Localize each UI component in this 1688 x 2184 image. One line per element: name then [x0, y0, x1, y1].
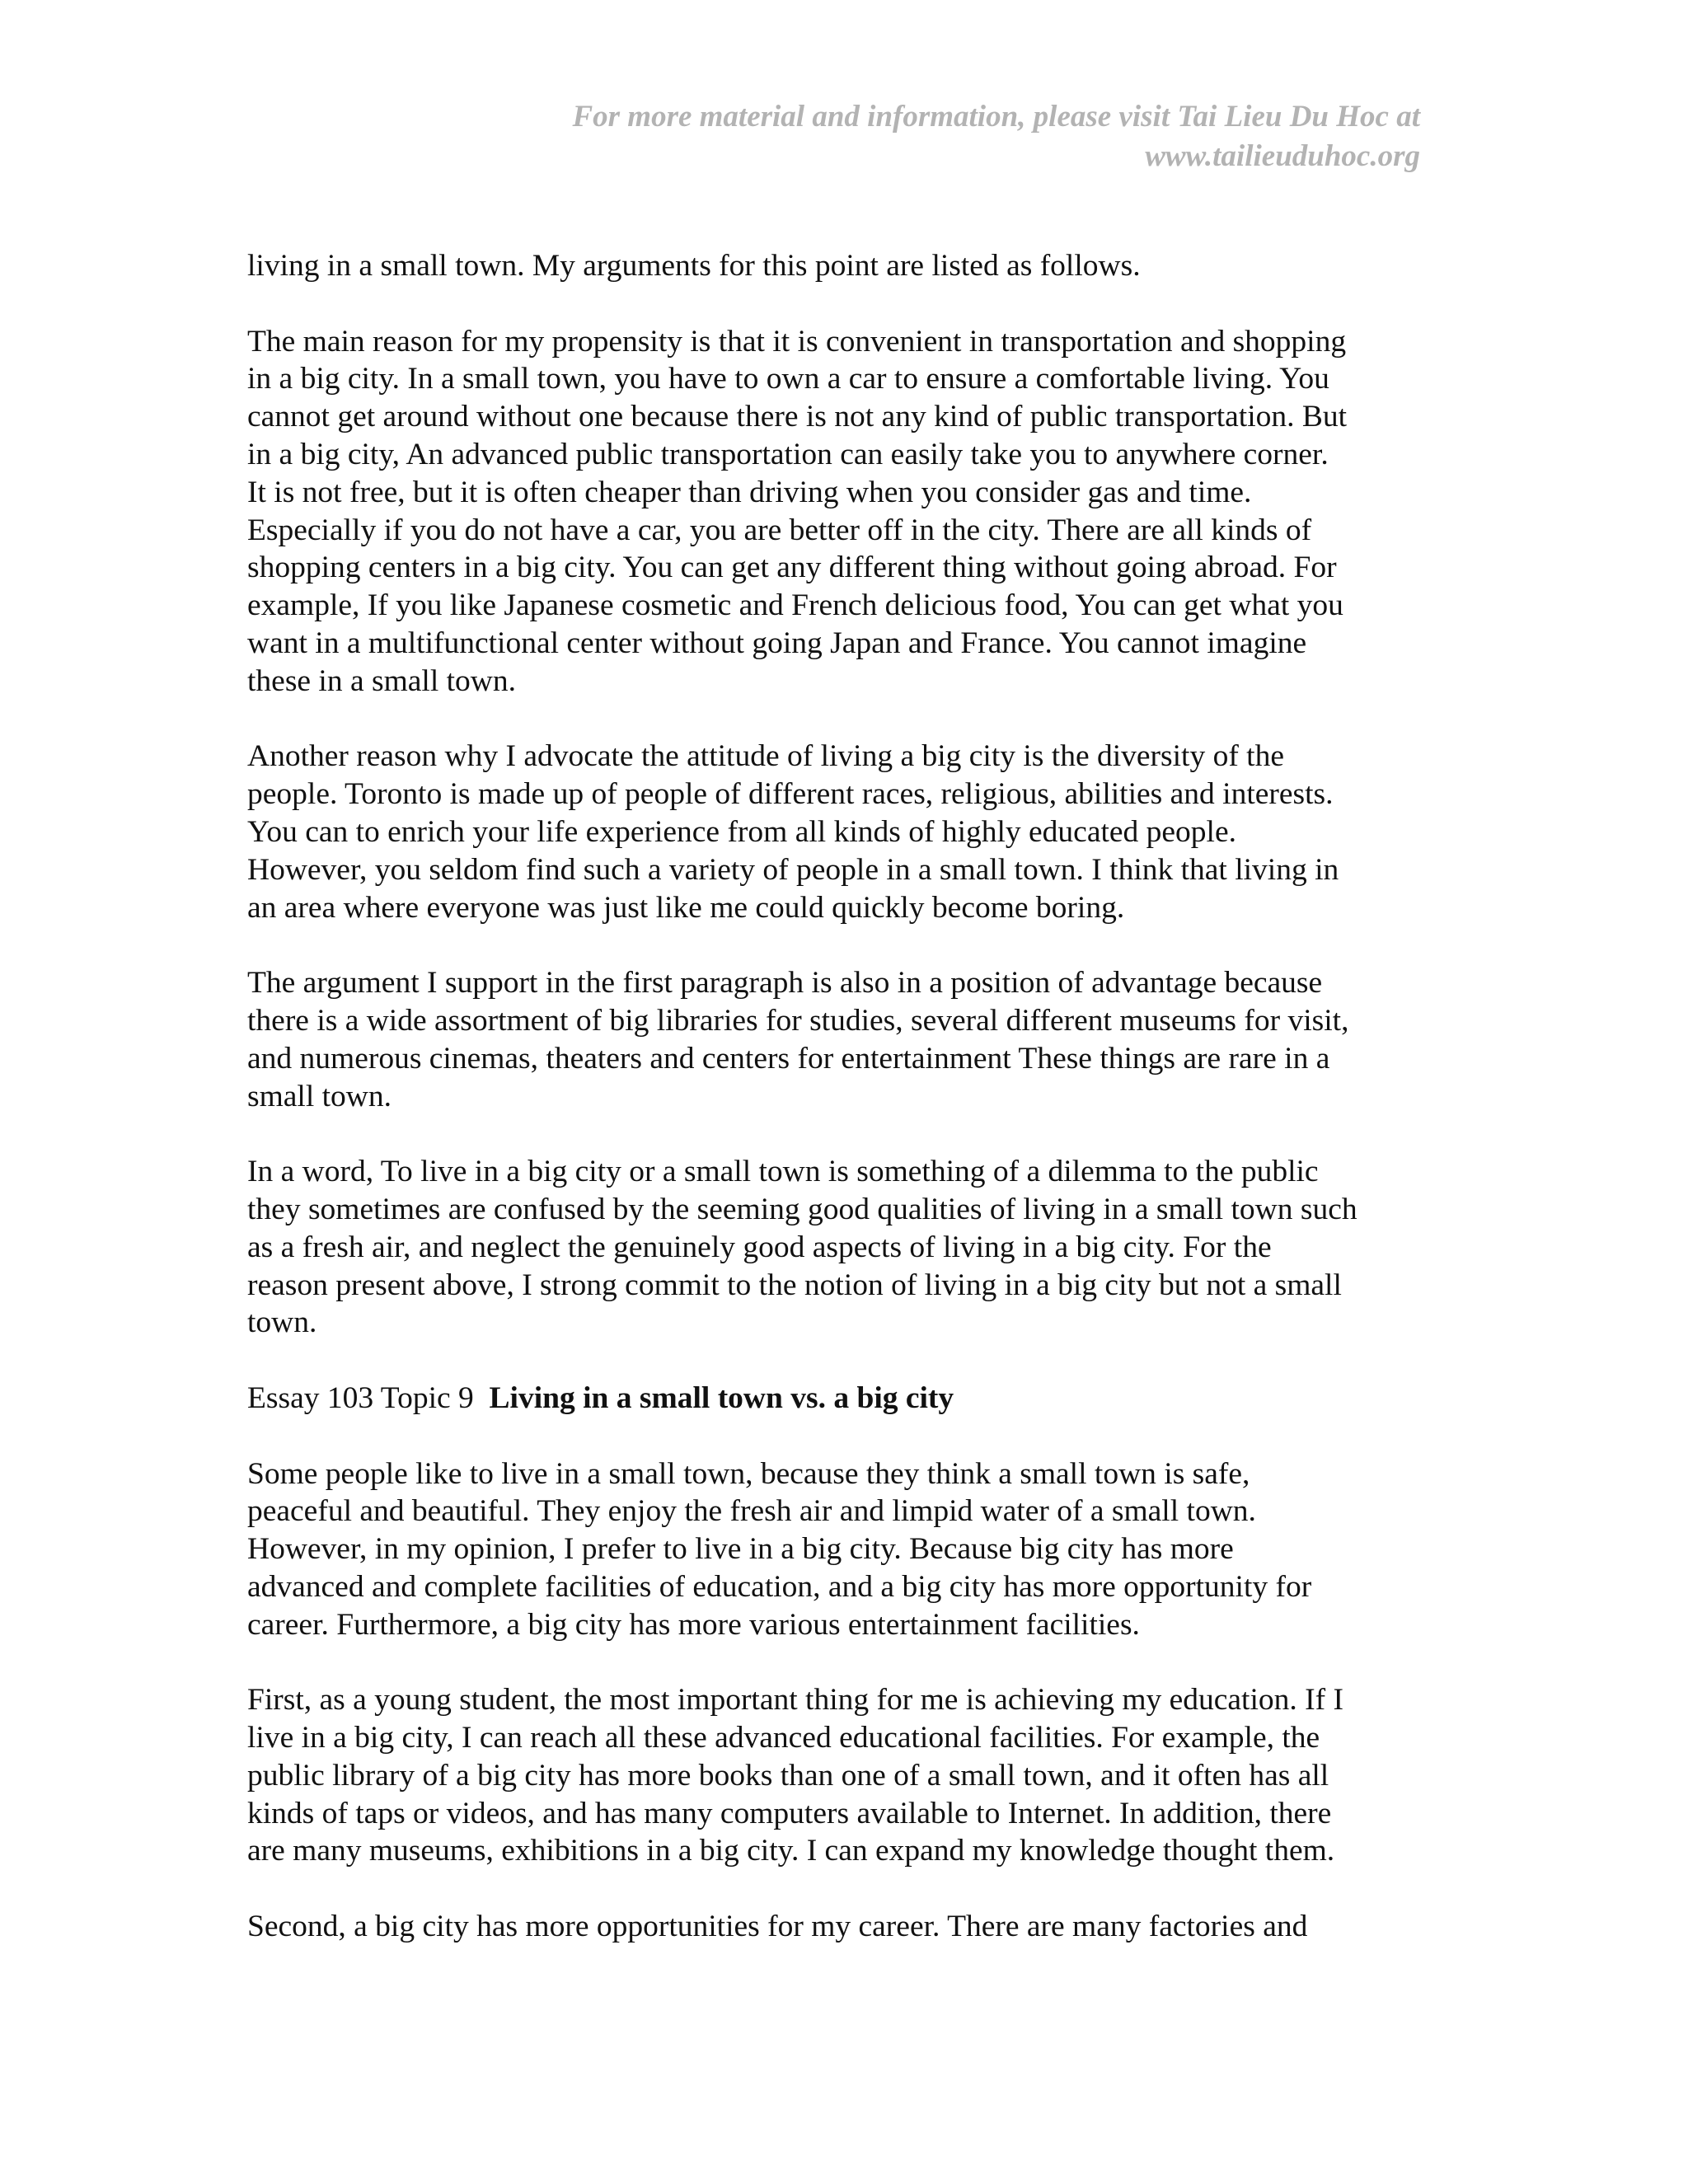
text-line: Some people like to live in a small town, because they think a small town is safe, — [247, 1456, 1250, 1491]
text-line: You can to enrich your life experience from all kinds of highly educated people. — [247, 814, 1236, 849]
text-line: live in a big city, I can reach all these advanced educational facilities. For example, the — [247, 1721, 1320, 1755]
essay-heading-line — [247, 1380, 1438, 1418]
text-line: peaceful and beautiful. They enjoy the fresh air and limpid water of a small town. — [247, 1494, 1256, 1529]
text-line: these in a small town. — [247, 663, 516, 698]
text-line: kinds of taps or videos, and has many computers available to Internet. In addition, there — [247, 1796, 1332, 1830]
paragraph — [247, 964, 1438, 1115]
text-line: However, you seldom find such a variety of people in a small town. I think that living in — [247, 852, 1339, 887]
text-line: Another reason why I advocate the attitude of living a big city is the diversity of the — [247, 739, 1284, 774]
text-line: Second, a big city has more opportunities for my career. There are many factories and — [247, 1910, 1308, 1944]
text-line: town. — [247, 1305, 317, 1340]
text-line: Especially if you do not have a car, you are better off in the city. There are all kinds of — [247, 513, 1312, 547]
text-line: public library of a big city has more books than one of a small town, and it often has all — [247, 1758, 1329, 1793]
text-line: career. Furthermore, a big city has more various entertainment facilities. — [247, 1607, 1140, 1642]
essay-heading — [247, 1380, 1438, 1418]
text-line: advanced and complete facilities of education, and a big city has more opportunity for — [247, 1569, 1312, 1604]
text-line: The main reason for my propensity is that it is convenient in transportation and shopping — [247, 324, 1347, 359]
paragraph — [247, 1681, 1438, 1870]
paragraph — [247, 738, 1438, 926]
text-line: example, If you like Japanese cosmetic and French delicious food, You can get what you — [247, 588, 1343, 623]
paragraph — [247, 1153, 1438, 1342]
text-line: It is not free, but it is often cheaper than driving when you consider gas and time. — [247, 475, 1252, 509]
text-line: However, in my opinion, I prefer to live in a big city. Because big city has more — [247, 1532, 1234, 1567]
paragraph — [247, 1908, 1438, 1946]
header-line: www.tailieuduhoc.org — [1145, 139, 1420, 173]
header-note — [431, 97, 1420, 176]
text-line: in a big city, An advanced public transportation can easily take you to anywhere corner. — [247, 437, 1329, 471]
text-line: and numerous cinemas, theaters and centers for entertainment These things are rare in a — [247, 1041, 1330, 1076]
text-line: they sometimes are confused by the seeming good qualities of living in a small town such — [247, 1192, 1357, 1226]
text-line: reason present above, I strong commit to the notion of living in a big city but not a small — [247, 1268, 1342, 1302]
text-line: cannot get around without one because there is not any kind of public transportation. But — [247, 400, 1348, 434]
text-line: First, as a young student, the most important thing for me is achieving my education. If I — [247, 1683, 1343, 1718]
text-line: The argument I support in the first paragraph is also in a position of advantage because — [247, 966, 1323, 1001]
text-line: in a big city. In a small town, you have to own a car to ensure a comfortable living. You — [247, 362, 1329, 396]
text-line: people. Toronto is made up of people of different races, religious, abilities and interests. — [247, 777, 1334, 812]
essay-label: Essay 103 Topic 9 — [247, 1380, 474, 1415]
text-line: as a fresh air, and neglect the genuinely good aspects of living in a big city. For the — [247, 1230, 1272, 1264]
text-line: In a word, To live in a big city or a small town is something of a dilemma to the public — [247, 1155, 1319, 1189]
essay-title: Living in a small town vs. a big city — [489, 1380, 954, 1415]
text-line: there is a wide assortment of big libraries for studies, several different museums for visit, — [247, 1003, 1349, 1038]
header-line: For more material and information, please visit Tai Lieu Du Hoc at — [572, 100, 1420, 134]
text-line: small town. — [247, 1079, 392, 1113]
text-line: are many museums, exhibitions in a big city. I can expand my knowledge thought them. — [247, 1834, 1335, 1868]
text-line: want in a multifunctional center without going Japan and France. You cannot imagine — [247, 626, 1307, 660]
paragraph — [247, 247, 1438, 285]
paragraph — [247, 1455, 1438, 1644]
paragraph — [247, 323, 1438, 701]
text-line: shopping centers in a big city. You can get any different thing without going abroad. For — [247, 551, 1337, 585]
document-body — [247, 247, 1438, 1946]
text-line: an area where everyone was just like me could quickly become boring. — [247, 890, 1125, 925]
text-line: living in a small town. My arguments for this point are listed as follows. — [247, 249, 1141, 283]
